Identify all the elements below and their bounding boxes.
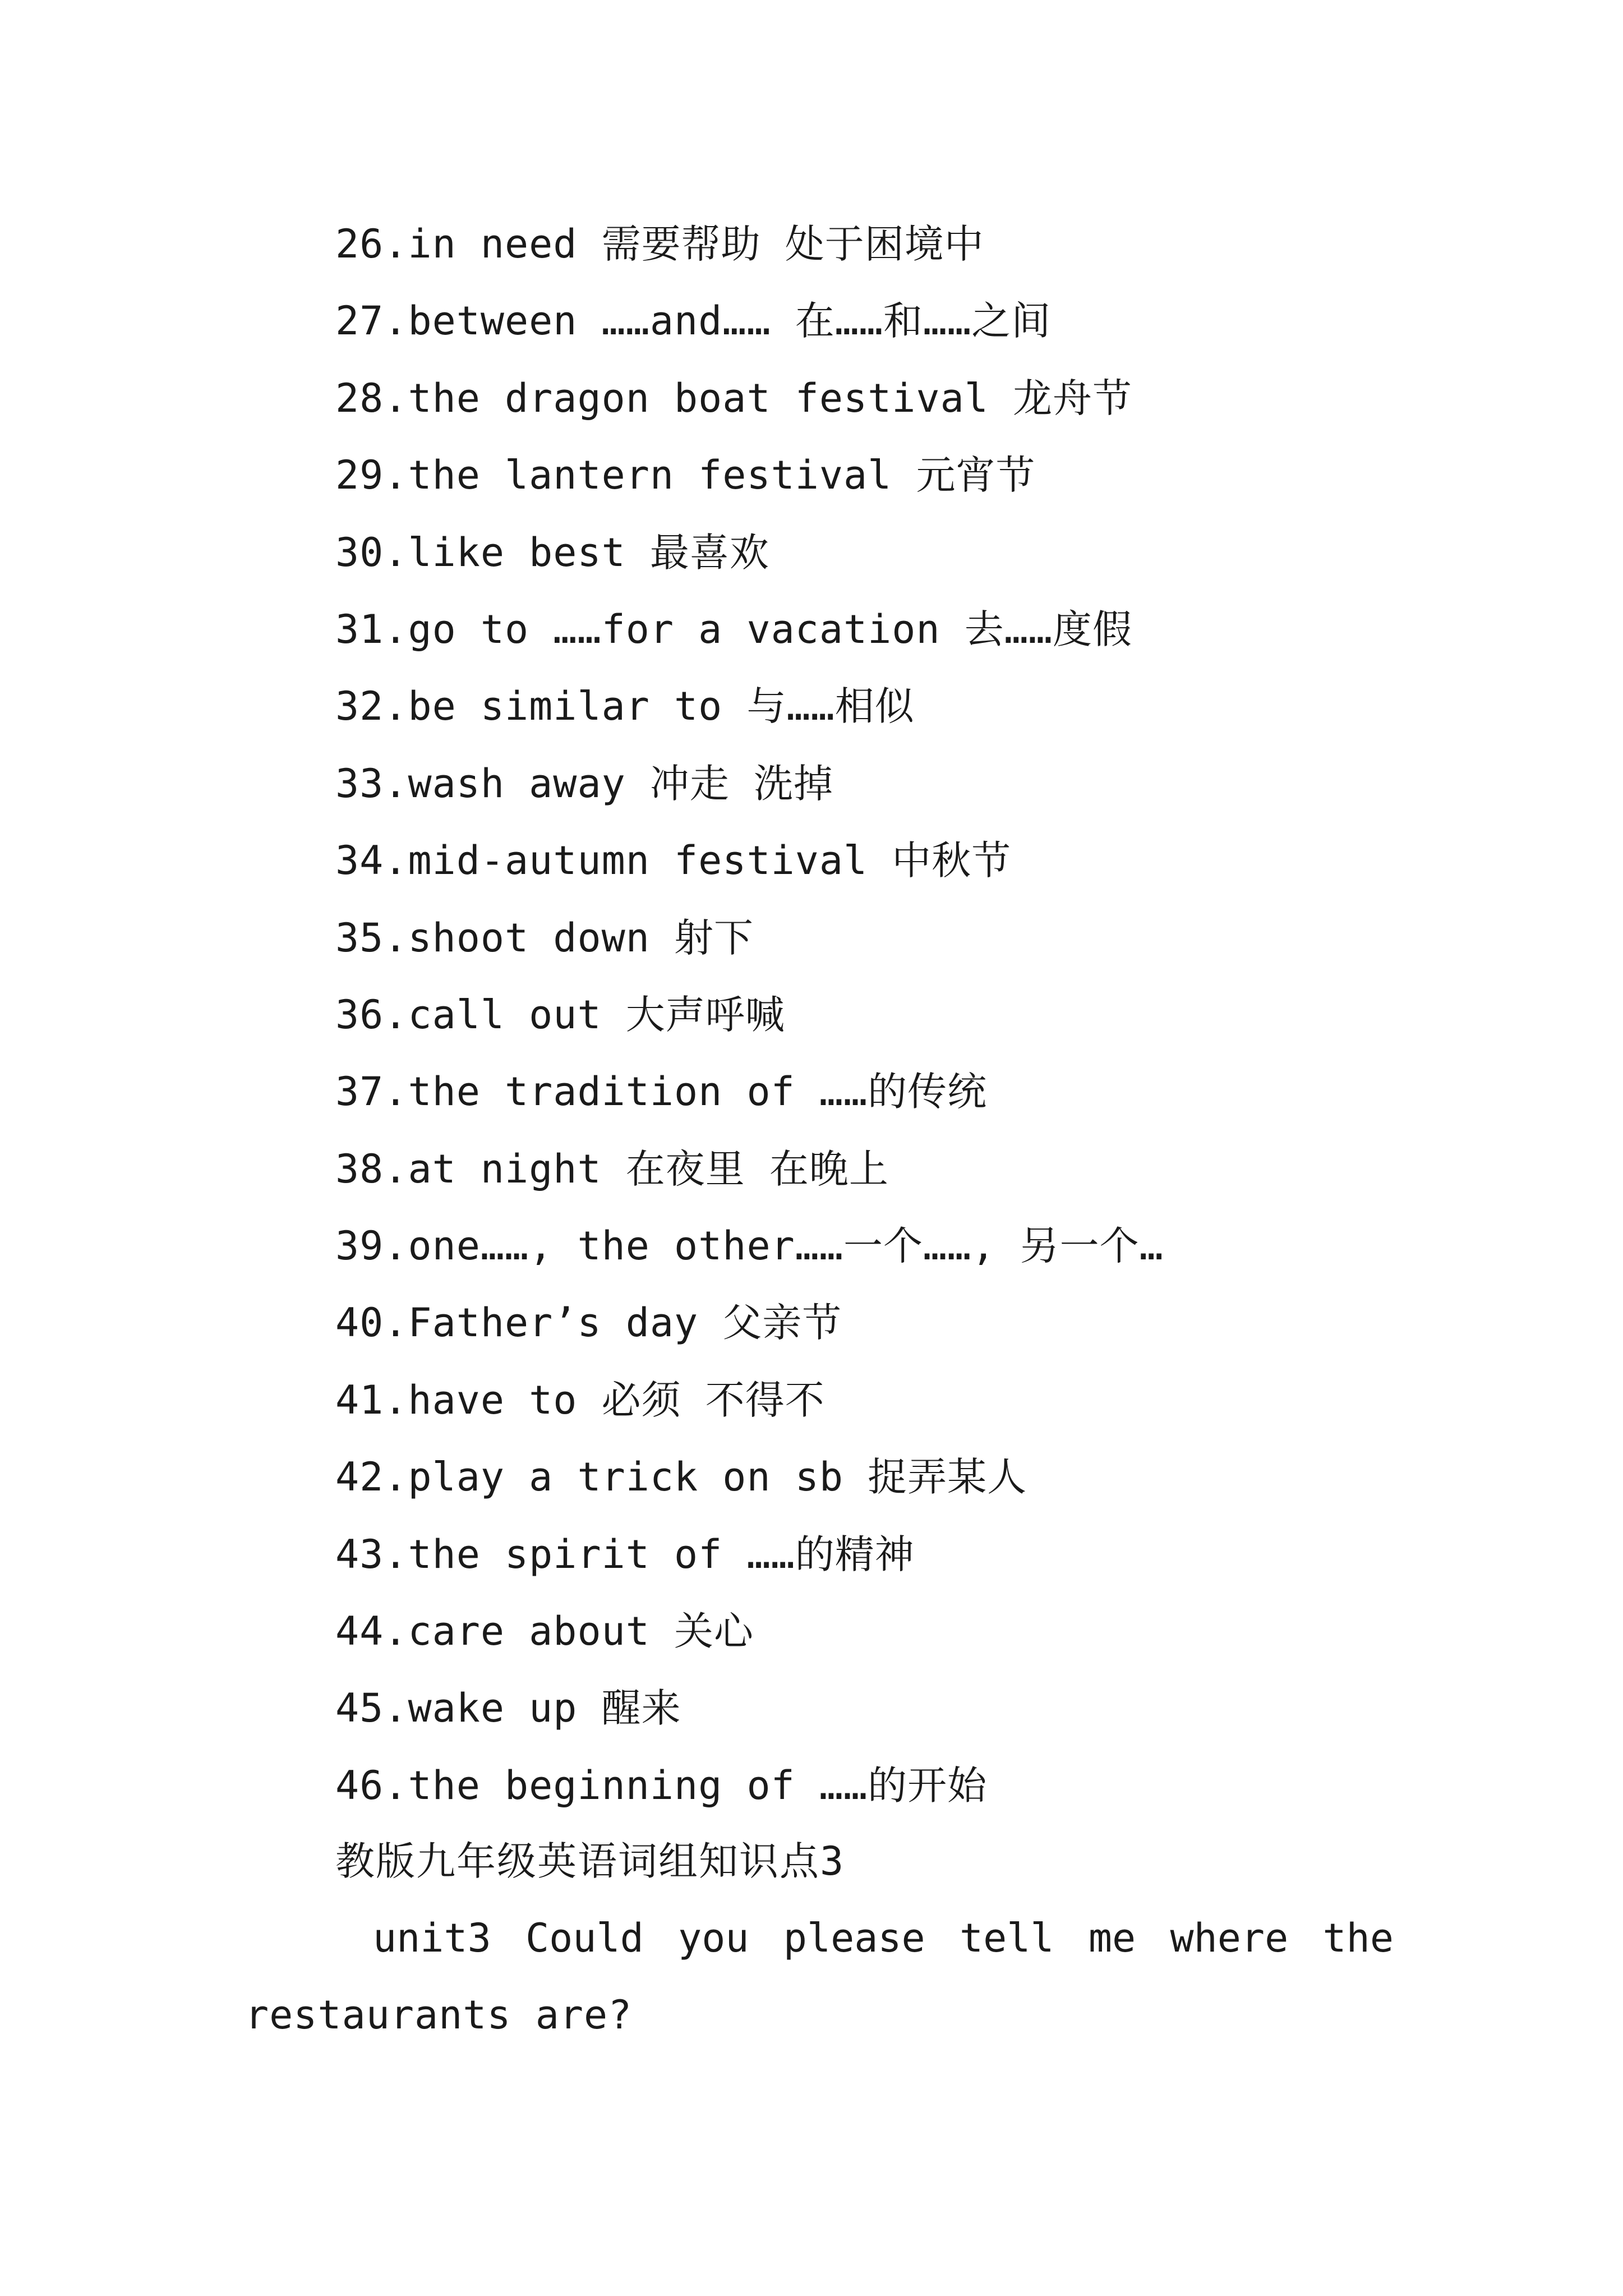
phrase-number: 46.	[335, 1762, 408, 1809]
phrase-item	[335, 907, 1541, 984]
phrase-text: one……, the other……一个……, 另一个…	[408, 1223, 1164, 1269]
phrase-text: at night 在夜里 在晚上	[408, 1145, 889, 1192]
phrase-item	[335, 1138, 1541, 1215]
phrase-number: 37.	[335, 1069, 408, 1115]
phrase-item	[335, 1292, 1541, 1369]
phrase-text: wash away 冲走 洗掉	[408, 760, 834, 807]
section-heading: 教版九年级英语词组知识点3	[335, 1838, 845, 1884]
phrase-number: 30.	[335, 529, 408, 576]
phrase-number: 26.	[335, 221, 408, 267]
phrase-item	[335, 1600, 1541, 1677]
phrase-number: 33.	[335, 760, 408, 807]
phrase-item	[335, 1369, 1541, 1446]
phrase-text: play a trick on sb 捉弄某人	[408, 1454, 1027, 1501]
phrase-text: the spirit of ……的精神	[408, 1531, 915, 1577]
phrase-number: 28.	[335, 375, 408, 421]
unit-sentence-word: unit3	[373, 1915, 491, 1961]
phrase-item	[335, 367, 1541, 444]
unit-sentence-line-1	[373, 1907, 1394, 1969]
unit-sentence-word: the	[1322, 1915, 1394, 1961]
phrase-item	[335, 1677, 1541, 1754]
phrase-item	[335, 753, 1541, 830]
unit-sentence-word: where	[1170, 1915, 1289, 1961]
phrase-text: shoot down 射下	[408, 914, 754, 961]
phrase-item	[335, 675, 1541, 752]
phrase-text: mid-autumn festival 中秋节	[408, 838, 1012, 884]
phrase-item	[335, 599, 1541, 675]
phrase-text: wake up 醒来	[408, 1685, 681, 1732]
phrase-text: the lantern festival 元宵节	[408, 452, 1036, 499]
unit-sentence-word: Could	[525, 1915, 644, 1961]
phrase-item	[335, 522, 1541, 599]
phrase-text: between ……and…… 在……和……之间	[408, 298, 1052, 344]
phrase-number: 38.	[335, 1145, 408, 1192]
phrase-text: call out 大声呼喊	[408, 991, 785, 1038]
phrase-text: in need 需要帮助 处于困境中	[408, 221, 984, 267]
phrase-number: 39.	[335, 1223, 408, 1269]
phrase-number: 36.	[335, 991, 408, 1038]
phrase-number: 45.	[335, 1685, 408, 1732]
phrase-item	[335, 830, 1541, 907]
unit-sentence-word: me	[1088, 1915, 1136, 1961]
phrase-text: care about 关心	[408, 1608, 754, 1655]
phrase-number: 42.	[335, 1454, 408, 1501]
phrase-item	[335, 1446, 1541, 1523]
phrase-text: like best 最喜欢	[408, 529, 769, 576]
phrase-text: the dragon boat festival 龙舟节	[408, 375, 1133, 421]
unit-sentence-word: please	[783, 1915, 925, 1961]
phrase-item	[335, 1215, 1541, 1292]
phrase-number: 41.	[335, 1377, 408, 1423]
phrase-number: 35.	[335, 914, 408, 961]
phrase-text: be similar to 与……相似	[408, 683, 915, 730]
phrase-text: the beginning of ……的开始	[408, 1762, 988, 1809]
unit-sentence-line-2: restaurants are?	[245, 1992, 633, 2038]
phrase-item	[335, 1524, 1541, 1600]
phrase-number: 29.	[335, 452, 408, 499]
phrase-text: Father’s day 父亲节	[408, 1300, 842, 1346]
unit-sentence-word: you	[678, 1915, 749, 1961]
phrase-number: 40.	[335, 1300, 408, 1346]
phrase-text: go to ……for a vacation 去……度假	[408, 606, 1133, 652]
phrase-number: 43.	[335, 1531, 408, 1577]
unit-sentence-word: tell	[960, 1915, 1054, 1961]
phrase-number: 27.	[335, 298, 408, 344]
phrase-item	[335, 1061, 1541, 1138]
phrase-item	[335, 444, 1541, 521]
phrase-item	[335, 984, 1541, 1061]
phrase-item	[335, 213, 1541, 290]
phrase-item	[335, 1755, 1541, 1832]
phrase-number: 32.	[335, 683, 408, 730]
phrase-number: 34.	[335, 838, 408, 884]
phrase-text: have to 必须 不得不	[408, 1377, 825, 1423]
phrase-list	[335, 213, 1541, 1832]
phrase-number: 44.	[335, 1608, 408, 1655]
phrase-number: 31.	[335, 606, 408, 652]
phrase-item	[335, 290, 1541, 367]
phrase-text: the tradition of ……的传统	[408, 1069, 988, 1115]
